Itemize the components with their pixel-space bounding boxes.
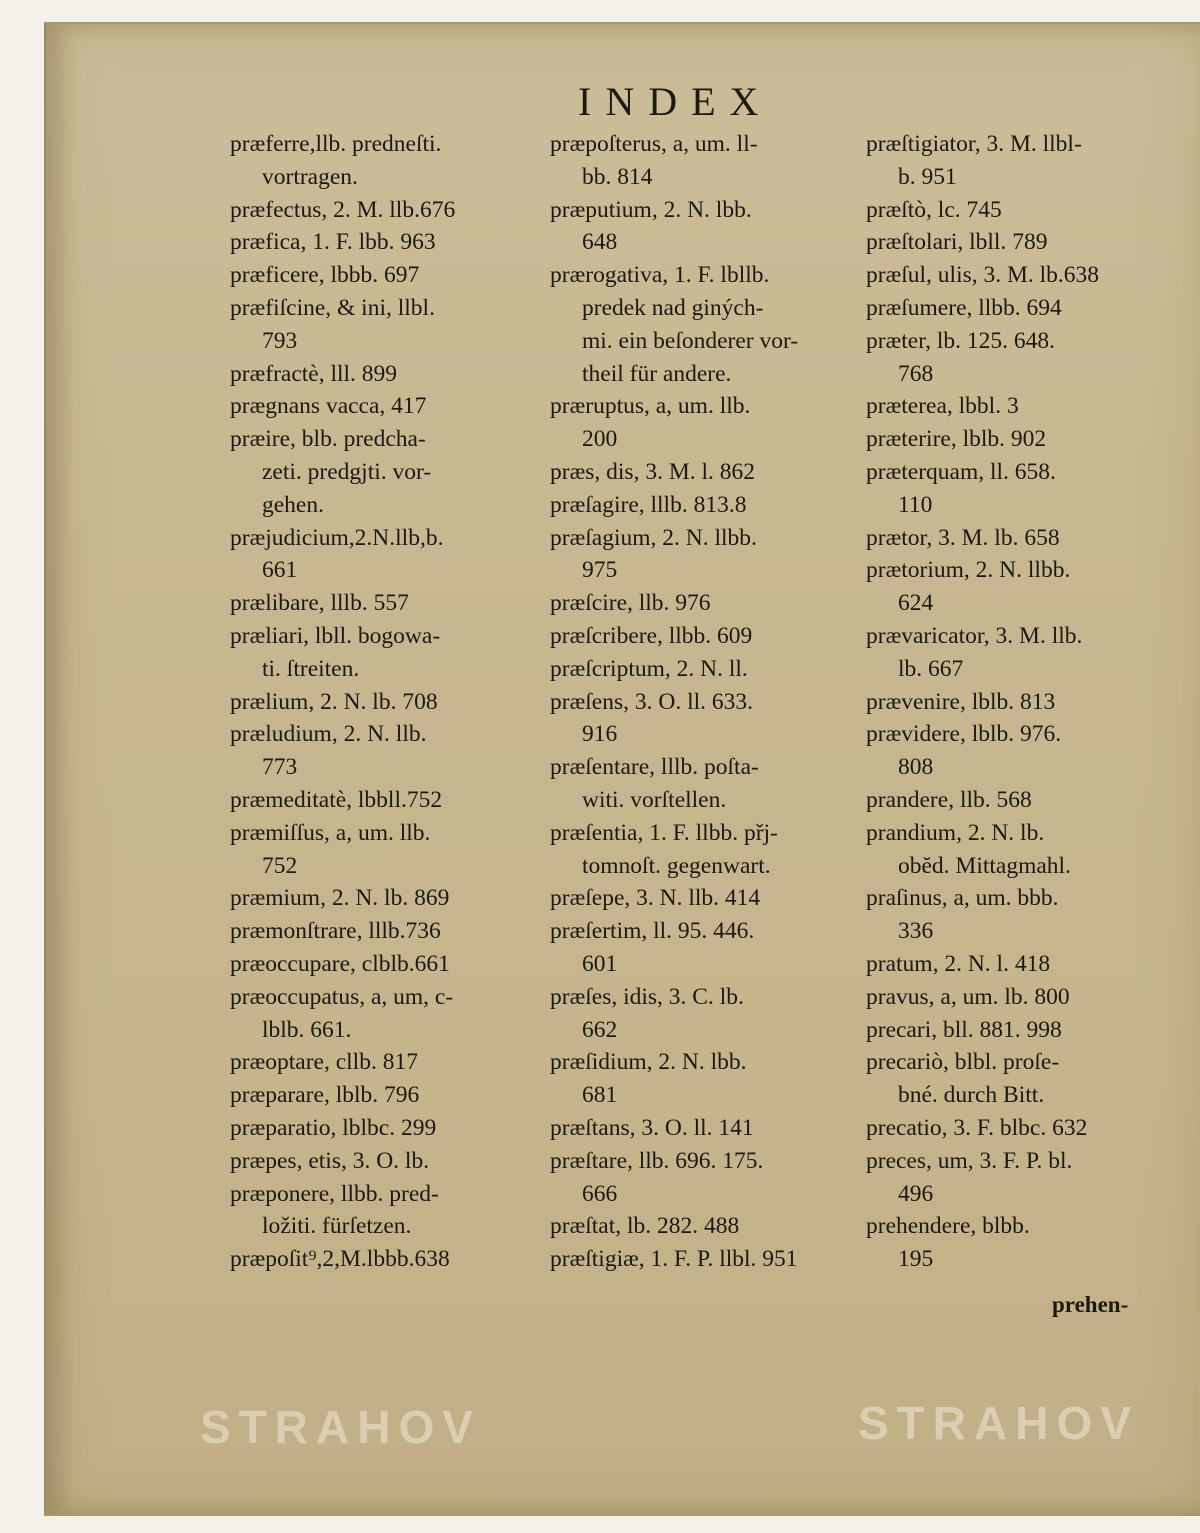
index-line: præliari, lbll. bogowa- — [230, 622, 441, 649]
index-line: precari, bll. 881. 998 — [866, 1016, 1062, 1043]
index-line: prætorium, 2. N. llbb. — [866, 557, 1071, 584]
index-line: 195 — [898, 1246, 934, 1273]
index-line: præſcribere, llbb. 609 — [550, 622, 753, 649]
index-line: mi. ein beſonderer vor- — [582, 327, 799, 354]
index-line: præs, dis, 3. M. l. 862 — [550, 458, 755, 485]
index-line: præpoſterus, a, um. ll- — [550, 131, 758, 157]
library-watermark: STRAHOV — [858, 1397, 1139, 1449]
index-line: præſtare, llb. 696. 175. — [550, 1147, 764, 1174]
index-line: præfractè, lll. 899 — [230, 360, 398, 387]
index-line: præſtò, lc. 745 — [866, 196, 1002, 223]
index-line: prævenire, lblb. 813 — [866, 688, 1056, 715]
index-line: præſtigiator, 3. M. llbl- — [866, 131, 1082, 157]
index-line: theil für andere. — [582, 360, 732, 387]
index-line: prærogativa, 1. F. lbllb. — [550, 262, 770, 289]
index-line: præparare, lblb. 796 — [230, 1082, 420, 1109]
index-line: zeti. predgjti. vor- — [262, 458, 432, 485]
index-line: præſtat, lb. 282. 488 — [550, 1213, 740, 1240]
index-column-2 — [550, 128, 850, 1276]
index-line: præjudicium,2.N.llb,b. — [230, 524, 444, 551]
index-line: prehendere, blbb. — [866, 1213, 1030, 1240]
index-line: 666 — [582, 1180, 618, 1207]
index-line: preces, um, 3. F. P. bl. — [866, 1147, 1073, 1174]
index-line: 793 — [262, 327, 298, 354]
index-line: 808 — [898, 754, 934, 781]
index-line: pratum, 2. N. l. 418 — [866, 950, 1051, 977]
index-line: præire, blb. predcha- — [230, 426, 426, 453]
index-line: prandere, llb. 568 — [866, 786, 1032, 813]
index-line: præfica, 1. F. lbb. 963 — [230, 229, 436, 256]
index-line: tomnoſt. gegenwart. — [582, 852, 771, 879]
index-line: 773 — [262, 754, 298, 781]
index-line: præficere, lbbb. 697 — [230, 262, 420, 289]
index-line: præoptare, cllb. 817 — [230, 1049, 418, 1076]
index-line: præſcire, llb. 976 — [550, 590, 711, 617]
index-line: præponere, llbb. pred- — [230, 1180, 439, 1207]
index-line: præmium, 2. N. lb. 869 — [230, 885, 450, 912]
index-line: 601 — [582, 950, 618, 977]
index-line: 496 — [898, 1180, 934, 1207]
index-line: prævaricator, 3. M. llb. — [866, 622, 1083, 649]
index-line: præputium, 2. N. lbb. — [550, 196, 752, 223]
index-line: præſens, 3. O. ll. 633. — [550, 688, 754, 715]
index-line: b. 951 — [898, 163, 957, 190]
index-line: bb. 814 — [582, 163, 653, 190]
index-line: prægnans vacca, 417 — [230, 393, 427, 420]
index-column-3 — [866, 128, 1166, 1276]
index-line: 648 — [582, 229, 618, 256]
index-line: prævidere, lblb. 976. — [866, 721, 1062, 748]
index-line: prælium, 2. N. lb. 708 — [230, 688, 438, 715]
index-line: lblb. 661. — [262, 1016, 352, 1043]
index-line: precariò, blbl. proſe- — [866, 1049, 1060, 1076]
index-line: 624 — [898, 590, 934, 617]
index-line: prælibare, lllb. 557 — [230, 590, 409, 617]
index-line: bné. durch Bitt. — [898, 1082, 1045, 1109]
index-line: præterire, lblb. 902 — [866, 426, 1047, 453]
page-header: INDEX — [578, 79, 773, 124]
index-line: præſtans, 3. O. ll. 141 — [550, 1114, 754, 1141]
index-line: præferre,llb. predneſti. — [230, 131, 442, 157]
index-line: ti. ſtreiten. — [262, 655, 360, 682]
index-line: præoccupatus, a, um, c- — [230, 983, 454, 1010]
index-line: præſepe, 3. N. llb. 414 — [550, 885, 761, 912]
index-line: præterquam, ll. 658. — [866, 458, 1056, 485]
index-line: prætor, 3. M. lb. 658 — [866, 524, 1060, 551]
index-line: lb. 667 — [898, 655, 964, 682]
index-line: ložiti. fürſetzen. — [262, 1213, 412, 1240]
index-line: præſidium, 2. N. lbb. — [550, 1049, 747, 1076]
index-line: præſes, idis, 3. C. lb. — [550, 983, 744, 1010]
index-line: præpes, etis, 3. O. lb. — [230, 1147, 430, 1174]
index-line: præſumere, llbb. 694 — [866, 294, 1062, 321]
index-line: præſentare, lllb. poſta- — [550, 754, 759, 781]
library-watermark: STRAHOV — [200, 1401, 481, 1453]
index-line: 752 — [262, 852, 298, 879]
index-line: præſertim, ll. 95. 446. — [550, 918, 755, 945]
index-line: pravus, a, um. lb. 800 — [866, 983, 1070, 1010]
index-line: gehen. — [262, 491, 324, 518]
index-line: obĕd. Mittagmahl. — [898, 852, 1071, 879]
index-line: 768 — [898, 360, 934, 387]
index-line: 110 — [898, 491, 933, 518]
index-line: præter, lb. 125. 648. — [866, 327, 1055, 354]
index-line: 662 — [582, 1016, 618, 1043]
index-line: præterea, lbbl. 3 — [866, 393, 1019, 420]
index-line: præſagium, 2. N. llbb. — [550, 524, 757, 551]
index-line: præfectus, 2. M. llb.676 — [230, 196, 456, 223]
index-line: 661 — [262, 557, 298, 584]
index-line: prandium, 2. N. lb. — [866, 819, 1045, 846]
index-line: præſagire, lllb. 813.8 — [550, 491, 747, 518]
index-line: præmeditatè, lbbll.752 — [230, 786, 443, 813]
index-line: præpoſit⁹,2,M.lbbb.638 — [230, 1246, 450, 1273]
index-line: vortragen. — [262, 163, 358, 190]
index-line: precatio, 3. F. blbc. 632 — [866, 1114, 1088, 1141]
index-line: praſinus, a, um. bbb. — [866, 885, 1059, 912]
index-line: 916 — [582, 721, 618, 748]
index-line: præſcriptum, 2. N. ll. — [550, 655, 748, 682]
index-line: witi. vorſtellen. — [582, 786, 727, 813]
index-line: 681 — [582, 1082, 618, 1109]
index-line: præparatio, lblbc. 299 — [230, 1114, 437, 1141]
index-column-1 — [230, 128, 530, 1276]
index-line: præoccupare, clblb.661 — [230, 950, 450, 977]
index-line: 975 — [582, 557, 618, 584]
index-line: præſentia, 1. F. llbb. přj- — [550, 819, 778, 846]
index-line: præmonſtrare, lllb.736 — [230, 918, 441, 945]
index-line: præſul, ulis, 3. M. lb.638 — [866, 262, 1100, 289]
catchword: prehen- — [1052, 1292, 1129, 1317]
index-line: præruptus, a, um. llb. — [550, 393, 751, 420]
index-line: præfiſcine, & ini, llbl. — [230, 294, 435, 321]
index-line: præſtolari, lbll. 789 — [866, 229, 1048, 256]
index-line: præmiſſus, a, um. llb. — [230, 819, 431, 846]
index-line: 200 — [582, 426, 618, 453]
index-line: predek nad giných- — [582, 294, 764, 321]
index-line: præſtigiæ, 1. F. P. llbl. 951 — [550, 1246, 798, 1273]
index-line: 336 — [898, 918, 934, 945]
index-line: præludium, 2. N. llb. — [230, 721, 427, 748]
